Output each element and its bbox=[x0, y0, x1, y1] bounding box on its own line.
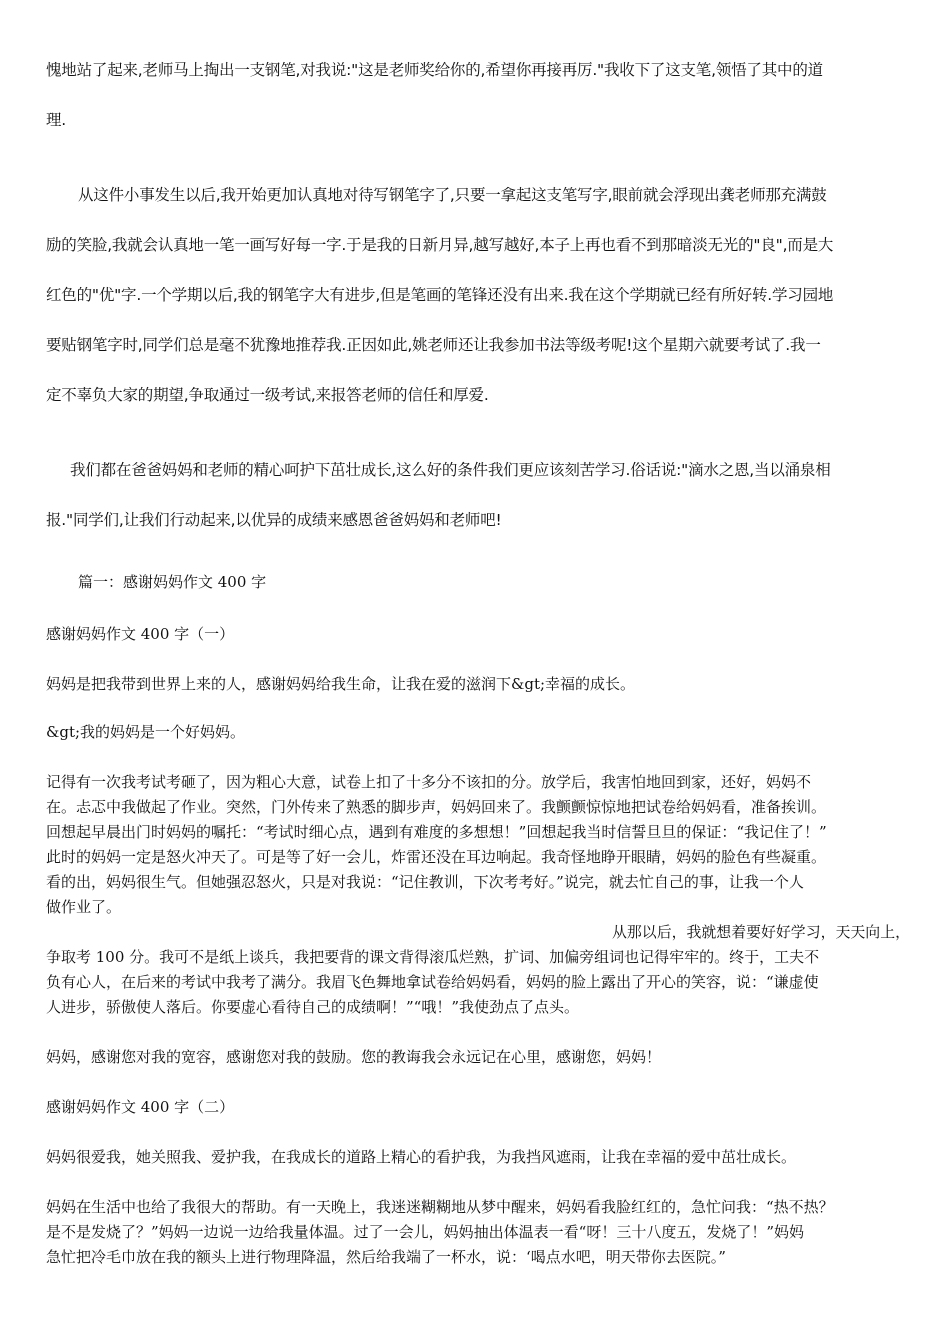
essay1-paragraph2-line4: 要贴钢笔字时,同学们总是毫不犹豫地推荐我.正因如此,姚老师还让我参加书法等级考呢!这个星期六就要考试了.我一 bbox=[46, 336, 821, 354]
essay1-paragraph2-line1: 从这件小事发生以后,我开始更加认真地对待写钢笔字了,只要一拿起这支笔写字,眼前就会浮现出龚老师那充满鼓 bbox=[78, 186, 827, 204]
section-heading: 篇一：感谢妈妈作文 400 字 bbox=[78, 573, 267, 591]
essay1-paragraph2-line2: 励的笑脸,我就会认真地一笔一画写好每一字.于是我的日新月异,越写越好,本子上再也看不到那暗淡无光的"良",而是大 bbox=[46, 236, 834, 254]
subsection1-paragraph4-line1: 从那以后，我就想着要好好学习，天天向上， bbox=[612, 923, 911, 941]
essay1-paragraph2-line3: 红色的"优"字.一个学期以后,我的钢笔字大有进步,但是笔画的笔锋还没有出来.我在这个学期就已经有所好转.学习园地 bbox=[46, 286, 834, 304]
subsection2-paragraph2-line1: 妈妈在生活中也给了我很大的帮助。有一天晚上，我迷迷糊糊地从梦中醒来，妈妈看我脸红红的，急忙问我：“热不热？ bbox=[46, 1198, 834, 1216]
subsection1-paragraph4-line2: 争取考 100 分。我可不是纸上谈兵，我把要背的课文背得滚瓜烂熟，扩词、加偏旁组词也记得牢牢的。终于，工夫不 bbox=[46, 948, 820, 966]
subsection2-title: 感谢妈妈作文 400 字（二） bbox=[46, 1098, 235, 1116]
subsection2-paragraph2-line3: 急忙把冷毛巾放在我的额头上进行物理降温，然后给我端了一杯水，说：‘喝点水吧，明天带你去医院。” bbox=[46, 1248, 726, 1266]
subsection2-paragraph2-line2: 是不是发烧了？”妈妈一边说一边给我量体温。过了一会儿，妈妈抽出体温表一看“呀！三十八度五，发烧了！”妈妈 bbox=[46, 1223, 805, 1241]
subsection1-paragraph4-line4: 人进步，骄傲使人落后。你要虚心看待自己的成绩啊！”“哦！”我使劲点了点头。 bbox=[46, 998, 580, 1016]
essay1-paragraph3-line1: 我们都在爸爸妈妈和老师的精心呵护下茁壮成长,这么好的条件我们更应该刻苦学习.俗话说:"滴水之恩,当以涌泉相 bbox=[70, 461, 831, 479]
subsection1-paragraph3-line3: 回想起早晨出门时妈妈的嘱托：“考试时细心点，遇到有难度的多想想！”回想起我当时信誓旦旦的保证：“我记住了！” bbox=[46, 823, 827, 841]
subsection1-paragraph3-line2: 在。忐忑中我做起了作业。突然，门外传来了熟悉的脚步声，妈妈回来了。我颤颤惊惊地把试卷给妈妈看，准备挨训。 bbox=[46, 798, 827, 816]
essay1-paragraph2-line5: 定不辜负大家的期望,争取通过一级考试,来报答老师的信任和厚爱. bbox=[46, 386, 489, 404]
subsection1-paragraph3-line5: 看的出，妈妈很生气。但她强忍怒火，只是对我说：“记住教训，下次考考好。”说完，就去忙自己的事，让我一个人 bbox=[46, 873, 804, 891]
essay1-paragraph1-line2: 理. bbox=[46, 111, 67, 129]
subsection1-paragraph3-line6: 做作业了。 bbox=[46, 898, 122, 916]
essay1-paragraph1-line1: 愧地站了起来,老师马上掏出一支钢笔,对我说:"这是老师奖给你的,希望你再接再厉."我收下了这支笔,领悟了其中的道 bbox=[46, 61, 823, 79]
subsection1-title: 感谢妈妈作文 400 字（一） bbox=[46, 625, 235, 643]
subsection2-paragraph1: 妈妈很爱我，她关照我、爱护我，在我成长的道路上精心的看护我，为我挡风遮雨，让我在幸福的爱中茁壮成长。 bbox=[46, 1148, 797, 1166]
subsection1-paragraph5: 妈妈，感谢您对我的宽容，感谢您对我的鼓励。您的教诲我会永远记在心里，感谢您，妈妈！ bbox=[46, 1048, 662, 1066]
subsection1-paragraph2: &gt;我的妈妈是一个好妈妈。 bbox=[46, 723, 246, 741]
subsection1-paragraph3-line4: 此时的妈妈一定是怒火冲天了。可是等了好一会儿，炸雷还没在耳边响起。我奇怪地睁开眼睛，妈妈的脸色有些凝重。 bbox=[46, 848, 827, 866]
subsection1-paragraph4-line3: 负有心人，在后来的考试中我考了满分。我眉飞色舞地拿试卷给妈妈看，妈妈的脸上露出了开心的笑容，说：“谦虚使 bbox=[46, 973, 819, 991]
essay1-paragraph3-line2: 报."同学们,让我们行动起来,以优异的成绩来感恩爸爸妈妈和老师吧! bbox=[46, 511, 502, 529]
subsection1-paragraph1: 妈妈是把我带到世界上来的人，感谢妈妈给我生命，让我在爱的滋润下&gt;幸福的成长。 bbox=[46, 675, 636, 693]
subsection1-paragraph3-line1: 记得有一次我考试考砸了，因为粗心大意，试卷上扣了十多分不该扣的分。放学后，我害怕地回到家，还好，妈妈不 bbox=[46, 773, 812, 791]
